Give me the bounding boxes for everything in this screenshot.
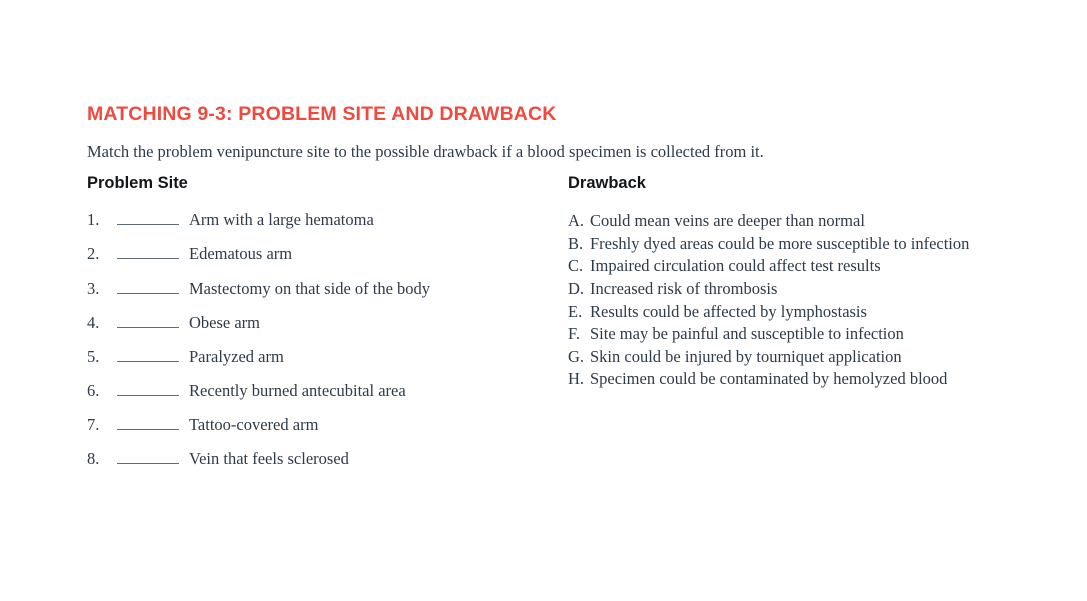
problem-site-item bbox=[87, 449, 557, 483]
drawback-item bbox=[568, 346, 998, 369]
drawback-item bbox=[568, 301, 998, 324]
problem-site-number: 1. bbox=[87, 210, 100, 230]
problem-site-number: 5. bbox=[87, 346, 100, 366]
drawback-text: Specimen could be contaminated by hemolyzed blood bbox=[590, 369, 948, 389]
drawback-item bbox=[568, 323, 998, 346]
problem-site-label: Paralyzed arm bbox=[189, 346, 284, 366]
answer-blank[interactable] bbox=[117, 449, 179, 464]
exercise-title: MATCHING 9-3: PROBLEM SITE AND DRAWBACK bbox=[87, 103, 557, 125]
drawback-text: Increased risk of thrombosis bbox=[590, 278, 778, 298]
problem-site-list bbox=[87, 210, 557, 484]
drawback-item bbox=[568, 368, 998, 391]
problem-site-item bbox=[87, 313, 557, 347]
problem-site-column bbox=[87, 174, 557, 484]
drawback-letter: B. bbox=[568, 233, 584, 253]
problem-site-label: Obese arm bbox=[189, 312, 261, 332]
problem-site-number: 3. bbox=[87, 278, 100, 298]
problem-site-number: 6. bbox=[87, 381, 100, 401]
problem-site-number: 7. bbox=[87, 415, 100, 435]
exercise-instructions: Match the problem venipuncture site to the possible drawback if a blood specimen is collected from it. bbox=[87, 142, 764, 161]
drawback-item bbox=[568, 255, 998, 278]
drawback-text: Could mean veins are deeper than normal bbox=[590, 211, 865, 231]
drawback-letter: A. bbox=[568, 211, 585, 231]
answer-blank[interactable] bbox=[117, 279, 179, 294]
problem-site-label: Mastectomy on that side of the body bbox=[189, 278, 431, 298]
problem-site-item bbox=[87, 347, 557, 381]
answer-blank[interactable] bbox=[117, 381, 179, 396]
drawback-text: Skin could be injured by tourniquet application bbox=[590, 346, 902, 366]
answer-blank[interactable] bbox=[117, 244, 179, 259]
drawback-list bbox=[568, 210, 998, 391]
drawback-item bbox=[568, 278, 998, 301]
drawback-letter: H. bbox=[568, 369, 585, 389]
problem-site-label: Vein that feels sclerosed bbox=[189, 449, 349, 469]
answer-blank[interactable] bbox=[117, 415, 179, 430]
problem-site-label: Arm with a large hematoma bbox=[189, 210, 374, 230]
problem-site-item bbox=[87, 279, 557, 313]
problem-site-label: Recently burned antecubital area bbox=[189, 381, 406, 401]
drawback-letter: F. bbox=[568, 324, 580, 344]
drawback-letter: G. bbox=[568, 346, 585, 366]
problem-site-item bbox=[87, 415, 557, 449]
drawback-letter: D. bbox=[568, 278, 585, 298]
drawback-text: Results could be affected by lymphostasis bbox=[590, 301, 867, 321]
drawback-text: Site may be painful and susceptible to infection bbox=[590, 324, 904, 344]
problem-site-number: 2. bbox=[87, 244, 100, 264]
answer-blank[interactable] bbox=[117, 313, 179, 328]
problem-site-label: Tattoo-covered arm bbox=[189, 415, 319, 435]
drawback-letter: C. bbox=[568, 256, 584, 276]
drawback-item bbox=[568, 210, 998, 233]
answer-blank[interactable] bbox=[117, 347, 179, 362]
drawback-text: Impaired circulation could affect test results bbox=[590, 256, 881, 276]
drawback-text: Freshly dyed areas could be more susceptible to infection bbox=[590, 233, 970, 253]
problem-site-number: 4. bbox=[87, 312, 100, 332]
drawback-column bbox=[568, 174, 998, 391]
problem-site-item bbox=[87, 210, 557, 244]
problem-site-label: Edematous arm bbox=[189, 244, 293, 264]
drawback-letter: E. bbox=[568, 301, 583, 321]
problem-site-number: 8. bbox=[87, 449, 100, 469]
drawback-item bbox=[568, 233, 998, 256]
answer-blank[interactable] bbox=[117, 210, 179, 225]
drawback-heading: Drawback bbox=[568, 174, 646, 192]
problem-site-item bbox=[87, 244, 557, 278]
problem-site-item bbox=[87, 381, 557, 415]
problem-site-heading: Problem Site bbox=[87, 174, 188, 192]
